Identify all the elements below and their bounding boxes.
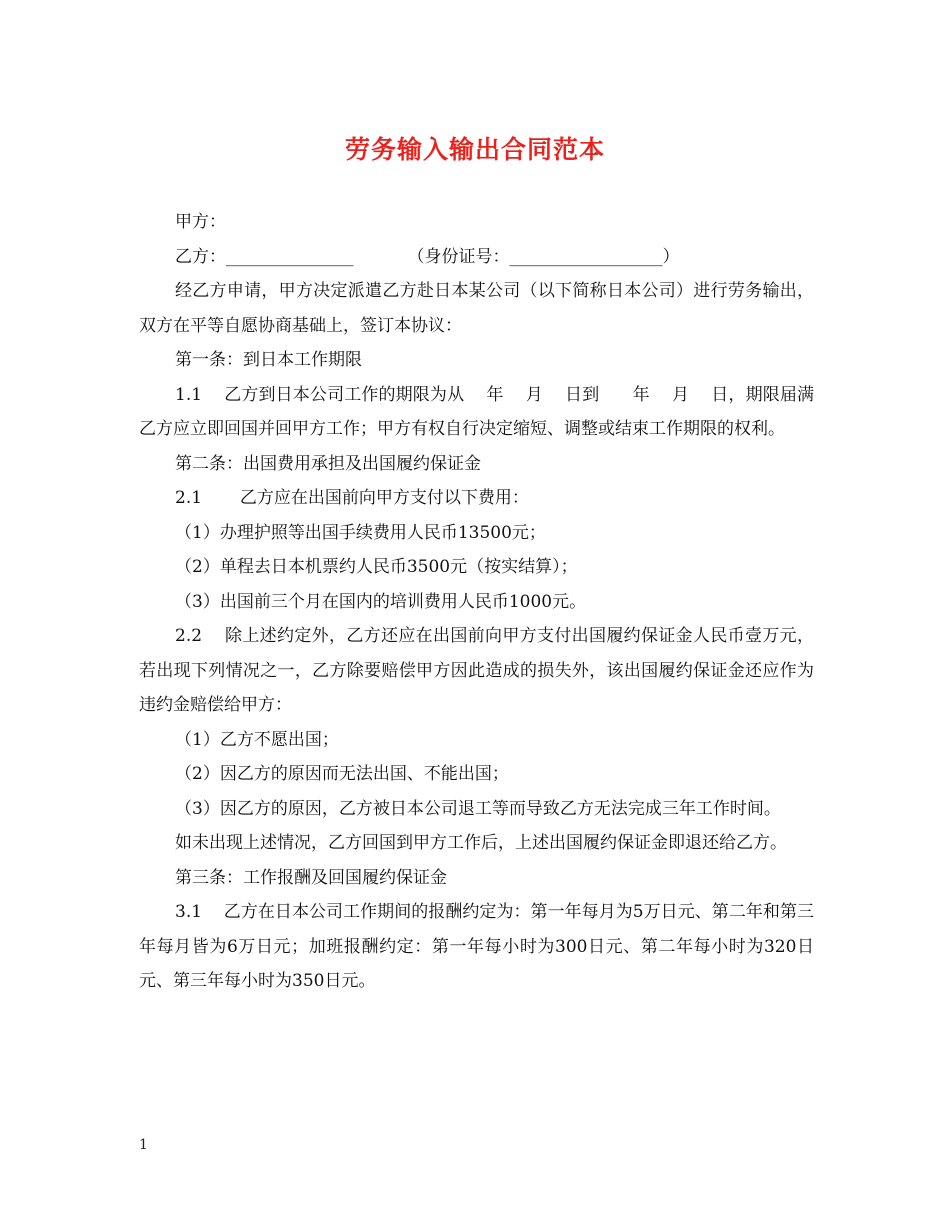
article-1-heading: 第一条：到日本工作期限 [175, 350, 362, 370]
fee-item-3: （3）出国前三个月在国内的培训费用人民币1000元。 [175, 591, 587, 612]
article-3-heading: 第三条：工作报酬及回国履约保证金 [175, 867, 447, 888]
clause-2-2: 2.2 除上述约定外，乙方还应在出国前向甲方支付出国履约保证金人民币壹万元，若出现下列情况之一，乙方除要赔偿甲方因此造成的损失外，该出国履约保证金还应作为违约金赔偿给甲方： [139, 626, 814, 715]
condition-item-3: （3）因乙方的原因，乙方被日本公司退工等而导致乙方无法完成三年工作时间。 [175, 798, 781, 819]
clause-1-1: 1.1 乙方到日本公司工作的期限为从 年 月 日到 年 月 日，期限届满乙方应立即回国并回甲方工作；甲方有权自行决定缩短、调整或结束工作期限的权利。 [139, 384, 814, 439]
article-2-heading: 第二条：出国费用承担及出国履约保证金 [175, 453, 481, 474]
refund-paragraph: 如未出现上述情况，乙方回国到甲方工作后，上述出国履约保证金即退还给乙方。 [175, 833, 787, 853]
document-title: 劳务输入输出合同范本 [344, 135, 605, 164]
fee-item-1: （1）办理护照等出国手续费用人民币13500元； [175, 522, 546, 543]
condition-item-1: （1）乙方不愿出国； [175, 729, 339, 750]
party-a-line: 甲方： [175, 212, 226, 232]
condition-item-2: （2）因乙方的原因而无法出国、不能出国； [175, 764, 509, 784]
clause-2-1: 2.1 乙方应在出国前向甲方支付以下费用： [175, 488, 529, 508]
party-b-line: 乙方：_______________ （身份证号：__________________） [175, 246, 680, 267]
document-body [139, 205, 814, 999]
intro-paragraph: 经乙方申请，甲方决定派遣乙方赴日本某公司（以下简称日本公司）进行劳务输出，双方在平等自愿协商基础上，签订本协议： [139, 281, 814, 336]
page-number: 1 [139, 1137, 148, 1153]
clause-3-1: 3.1 乙方在日本公司工作期间的报酬约定为：第一年每月为5万日元、第二年和第三年每月皆为6万日元；加班报酬约定：第一年每小时为300日元、第二年每小时为320日元、第三年每小时为350日元。 [139, 902, 814, 991]
fee-item-2: （2）单程去日本机票约人民币3500元（按实结算）； [175, 557, 578, 577]
